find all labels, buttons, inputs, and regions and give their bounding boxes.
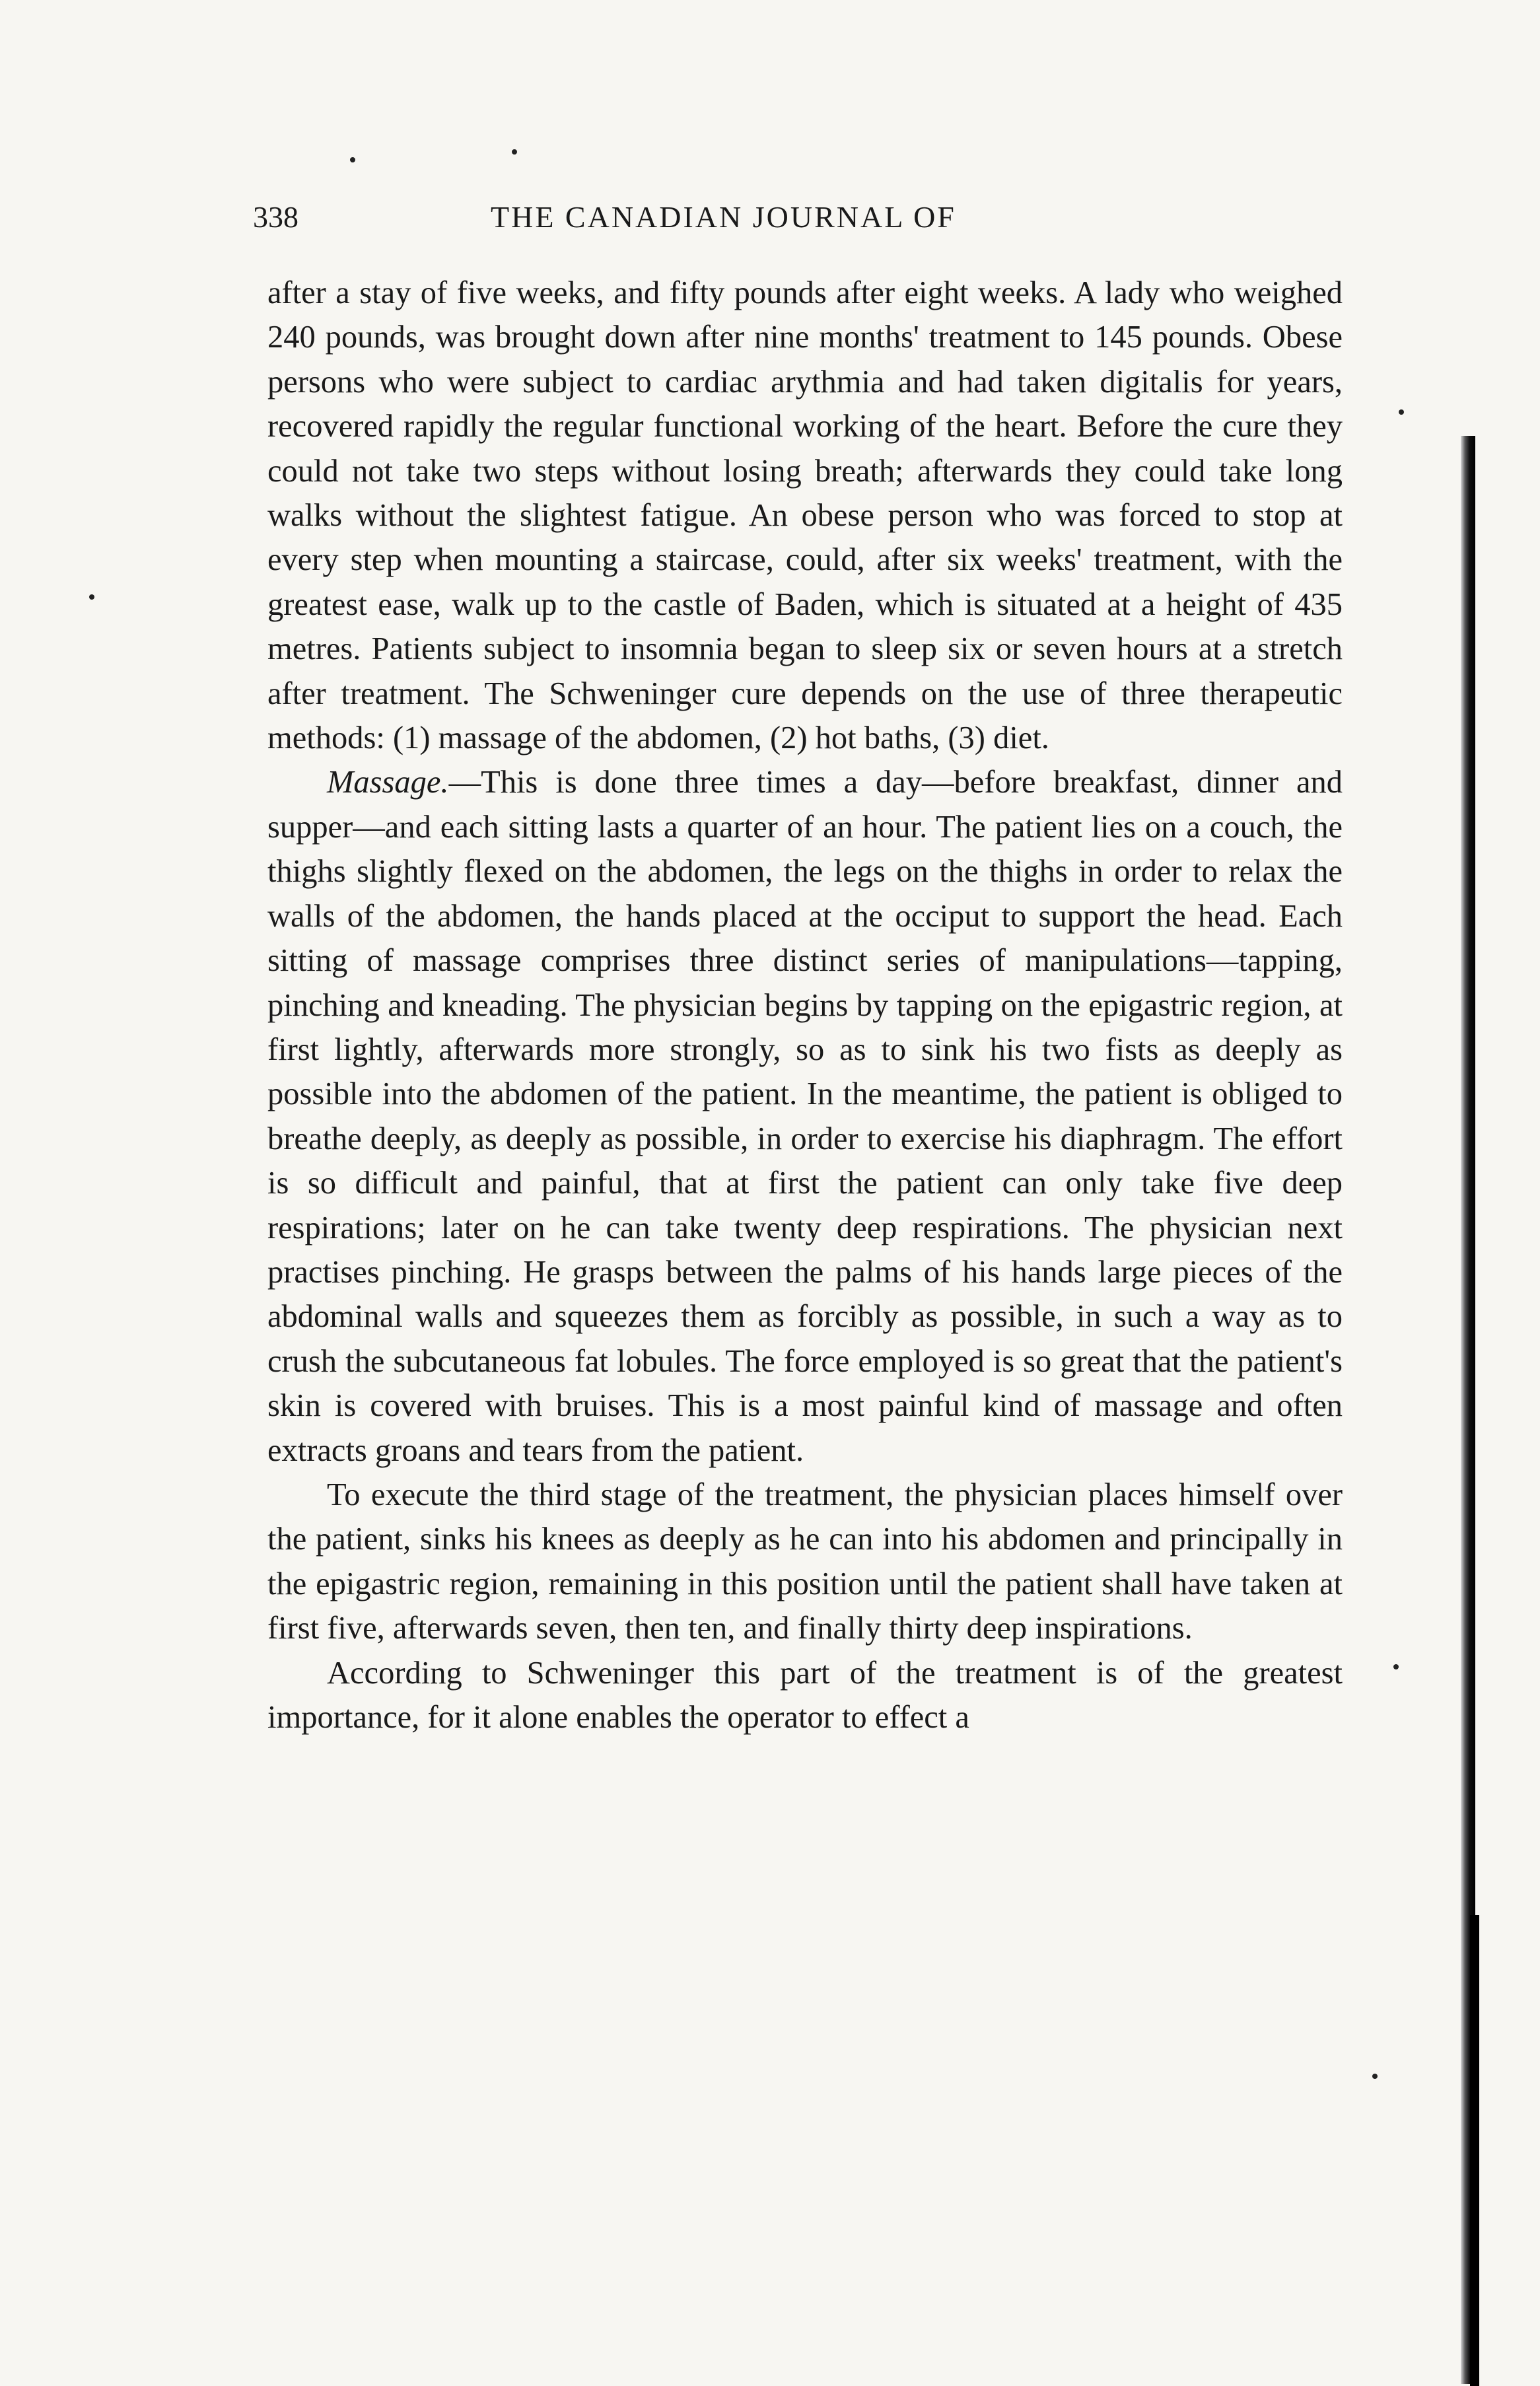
paragraph-text: —This is done three times a day—before breakfast, dinner and supper—and each sitting lasts a quarter of an hour. The patient lies on a couch, the thighs slightly flexed on the abdomen, the legs on the thighs in order to relax the walls of the abdomen, the hands placed at the occiput to support the head. Each sitting of massage comprises three distinct series of manipulations—tapping, pinching and kneading. The physician begins by tapping on the epigastric region, at first lightly, afterwards more strongly, so as to sink his two fists as deeply as possible into the abdomen of the patient. In the meantime, the patient is obliged to breathe deeply, as deeply as possible, in order to exercise his diaphragm. The effort is so difficult and painful, that at first the patient can only take five deep respirations; later on he can take twenty deep respirations. The physician next practises pinching. He grasps between the palms of his hands large pieces of the abdominal walls and squeezes them as forcibly as possible, in such a way as to crush the subcutaneous fat lobules. The force employed is so great that the patient's skin is covered with bruises. This is a most painful kind of massage and often extracts groans and tears from the patient. (267, 765, 1343, 1468)
scan-speck (512, 149, 517, 155)
paragraph-text: after a stay of five weeks, and fifty pounds after eight weeks. A lady who weighed 240 pounds, was brought down after nine months' treatment to 145 pounds. Obese persons who were subject to cardiac arythmia and had taken digitalis for years, recovered rapidly the regular functional working of the heart. Before the cure they could not take two steps without losing breath; afterwards they could take long walks without the slightest fatigue. An obese person who was forced to stop at every step when mounting a staircase, could, after six weeks' treatment, with the greatest ease, walk up to the castle of Baden, which is situated at a height of 435 metres. Patients subject to insomnia began to sleep six or seven hours at a stretch after treatment. The Schweninger cure depends on the use of three therapeutic methods: (1) massage of the abdomen, (2) hot baths, (3) diet. (267, 275, 1343, 756)
paragraph-text: To execute the third stage of the treatment, the physician places himself over the patient, sinks his knees as deeply as he can into his abdomen and principally in the epigastric region, remaining in this position until the patient shall have taken at first five, afterwards seven, then ten, and finally thirty deep inspirations. (267, 1477, 1343, 1646)
page-header (253, 194, 1349, 240)
paragraph-importance (267, 1651, 1343, 1740)
scan-speck (89, 594, 94, 600)
section-heading-massage: Massage. (327, 765, 449, 800)
scan-edge-shadow-lower (1470, 1915, 1479, 2386)
paragraph-continuation (267, 271, 1343, 760)
scan-speck (350, 157, 355, 162)
paragraph-text: According to Schweninger this part of the treatment is of the greatest importance, for it alone enables the operator to effect a (267, 1655, 1343, 1735)
scan-speck (1372, 2074, 1378, 2079)
page-number: 338 (253, 200, 298, 234)
scan-speck (1399, 409, 1404, 415)
paragraph-massage (267, 760, 1343, 1473)
scan-speck (1393, 1664, 1399, 1669)
running-title: THE CANADIAN JOURNAL OF (491, 200, 956, 234)
paragraph-third-stage (267, 1473, 1343, 1651)
body-text (267, 271, 1343, 1739)
